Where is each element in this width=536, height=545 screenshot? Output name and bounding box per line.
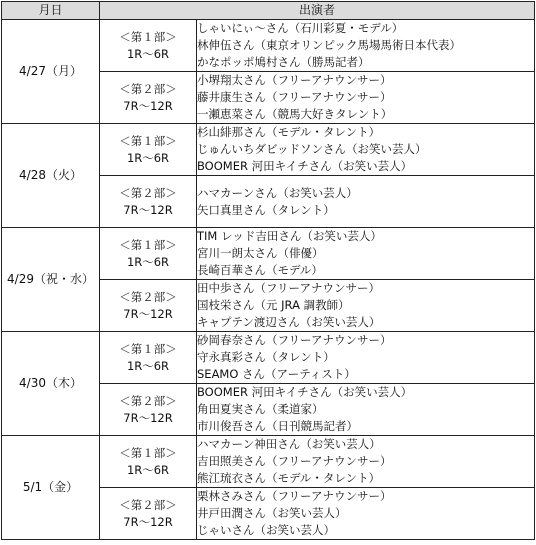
date-cell: 4/29（祝・水）	[2, 228, 100, 332]
race-range: 1R～6R	[126, 46, 170, 61]
part-cell	[100, 436, 197, 488]
performers-cell	[197, 228, 535, 280]
part-cell	[100, 20, 197, 72]
performer-name: 熊江琉衣さん（モデル・タレント）	[197, 471, 381, 485]
part-label: ＜第２部＞	[119, 185, 177, 200]
performers-cell	[197, 280, 535, 332]
table-row	[2, 124, 535, 176]
table-row	[2, 332, 535, 384]
performers-cell	[197, 72, 535, 124]
part-cell	[100, 384, 197, 436]
performers-cell	[197, 176, 535, 228]
schedule-body	[2, 20, 535, 540]
performer-name: 市川俊吾さん（日刊競馬記者）	[197, 419, 358, 433]
performer-name: ハマカーン神田さん（お笑い芸人）	[197, 437, 381, 451]
part-cell	[100, 280, 197, 332]
performer-name: 国枝栄さん（元 JRA 調教師）	[197, 298, 350, 312]
part-label: ＜第２部＞	[119, 81, 177, 96]
performer-name: 小堺翔太さん（フリーアナウンサー）	[197, 73, 392, 87]
part-cell	[100, 228, 197, 280]
performers-cell	[197, 332, 535, 384]
performer-name: 長崎百華さん（モデル）	[197, 263, 323, 277]
performer-name: 砂岡春奈さん（フリーアナウンサー）	[197, 333, 392, 347]
performer-name: 吉田照美さん（フリーアナウンサー）	[197, 454, 392, 468]
performer-name: じゃいさん（お笑い芸人）	[197, 523, 335, 537]
part-cell	[100, 488, 197, 540]
race-range: 7R～12R	[123, 306, 173, 321]
part-label: ＜第１部＞	[119, 237, 177, 252]
performer-name: 杉山緋那さん（モデル・タレント）	[197, 125, 381, 139]
part-label: ＜第１部＞	[119, 445, 177, 460]
header-date: 月日	[2, 2, 100, 20]
performers-cell	[197, 436, 535, 488]
part-cell	[100, 332, 197, 384]
performer-name: 井戸田潤さん（お笑い芸人）	[197, 506, 347, 520]
performer-name: かなポッポ鳩村さん（勝馬記者）	[197, 55, 370, 69]
race-range: 1R～6R	[126, 358, 170, 373]
performer-name: キャプテン渡辺さん（お笑い芸人）	[197, 315, 381, 329]
performer-name: 守永真彩さん（タレント）	[197, 350, 335, 364]
performer-name: 角田夏実さん（柔道家）	[197, 402, 324, 416]
performer-name: SEAMO さん（アーティスト）	[197, 367, 356, 381]
performer-name: じゅんいちダビッドソンさん（お笑い芸人）	[197, 142, 427, 156]
part-label: ＜第１部＞	[119, 341, 177, 356]
performer-name: ハマカーンさん（お笑い芸人）	[197, 185, 358, 200]
part-label: ＜第１部＞	[119, 29, 177, 44]
performer-name: TIM レッド吉田さん（お笑い芸人）	[197, 229, 382, 243]
schedule-table	[1, 1, 535, 540]
table-row	[2, 228, 535, 280]
date-cell: 4/30（木）	[2, 332, 100, 436]
performer-name: 一瀬恵菜さん（競馬大好きタレント）	[197, 107, 393, 121]
race-range: 7R～12R	[123, 98, 173, 113]
performer-name: しゃいにぃ～さん（石川彩夏・モデル）	[197, 21, 404, 35]
date-cell: 5/1（金）	[2, 436, 100, 540]
performer-name: BOOMER 河田キイチさん（お笑い芸人）	[197, 159, 413, 173]
part-label: ＜第２部＞	[119, 497, 177, 512]
table-row	[2, 436, 535, 488]
race-range: 1R～6R	[126, 150, 170, 165]
part-label: ＜第２部＞	[119, 289, 177, 304]
part-cell	[100, 72, 197, 124]
performer-name: 田中歩さん（フリーアナウンサー）	[197, 281, 380, 295]
performers-cell	[197, 20, 535, 72]
performer-name: 栗林さみさん（フリーアナウンサー）	[197, 489, 392, 503]
part-label: ＜第２部＞	[119, 393, 177, 408]
performer-name: 宮川一朗太さん（俳優）	[197, 246, 324, 260]
performers-cell	[197, 124, 535, 176]
race-range: 1R～6R	[126, 462, 170, 477]
part-label: ＜第１部＞	[119, 133, 177, 148]
race-range: 7R～12R	[123, 514, 173, 529]
race-range: 1R～6R	[126, 254, 170, 269]
date-cell: 4/28（火）	[2, 124, 100, 228]
part-cell	[100, 176, 197, 228]
date-cell: 4/27（月）	[2, 20, 100, 124]
performers-cell	[197, 488, 535, 540]
part-cell	[100, 124, 197, 176]
header-performers: 出演者	[100, 2, 535, 20]
race-range: 7R～12R	[123, 410, 173, 425]
performer-name: 林伸伍さん（東京オリンピック馬場馬術日本代表）	[197, 38, 462, 52]
performers-cell	[197, 384, 535, 436]
performer-name: 藤井康生さん（フリーアナウンサー）	[197, 90, 392, 104]
table-row	[2, 20, 535, 72]
performer-name: 矢口真里さん（タレント）	[197, 202, 335, 217]
performer-name: BOOMER 河田キイチさん（お笑い芸人）	[197, 385, 413, 399]
header-row	[2, 2, 535, 20]
race-range: 7R～12R	[123, 202, 173, 217]
